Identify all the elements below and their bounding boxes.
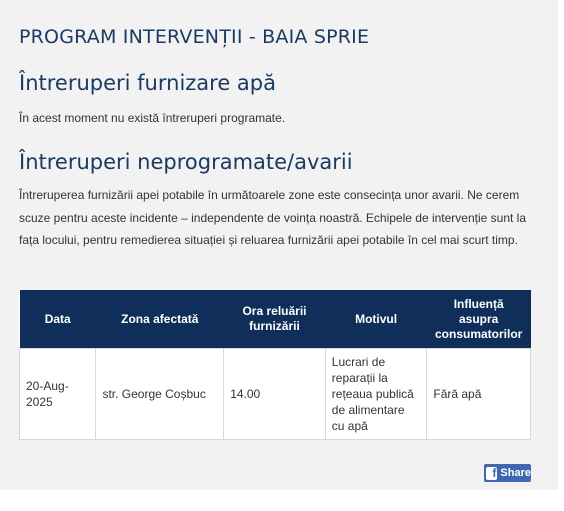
outages-table bbox=[19, 290, 531, 440]
cell-reason: Lucrari de reparații la rețeaua publică de alimentare cu apă bbox=[325, 349, 427, 440]
scheduled-text: În acest moment nu există întreruperi programate. bbox=[19, 111, 286, 125]
unscheduled-text: Întreruperea furnizării apei potabile în următoarele zone este consecința unor avarii. Ne cerem scuze pentru aceste incidente – independente de voința noastră. Echipele de intervenție sunt la fața locului, pentru remedierea situației și reluarea furnizării apei potabile în cel mai scurt timp. bbox=[19, 188, 527, 247]
column-header-resume-time: Ora reluării furnizării bbox=[224, 290, 326, 349]
cell-affected-area: str. George Coșbuc bbox=[96, 349, 224, 440]
table-header-row bbox=[20, 290, 531, 349]
facebook-share-button[interactable] bbox=[484, 464, 531, 482]
scheduled-heading: Întreruperi furnizare apă bbox=[19, 71, 277, 95]
cell-date: 20-Aug-2025 bbox=[20, 349, 96, 440]
page-title: PROGRAM INTERVENȚII - BAIA SPRIE bbox=[19, 26, 370, 48]
share-label: Share bbox=[500, 467, 531, 479]
cell-impact: Fără apă bbox=[427, 349, 531, 440]
column-header-affected-area: Zona afectată bbox=[96, 290, 224, 349]
unscheduled-heading: Întreruperi neprogramate/avarii bbox=[19, 150, 353, 174]
cell-resume-time: 14.00 bbox=[224, 349, 326, 440]
facebook-icon: f bbox=[486, 467, 497, 480]
column-header-date: Data bbox=[20, 290, 96, 349]
table-row bbox=[20, 349, 531, 440]
column-header-impact: Influență asupra consumatorilor bbox=[427, 290, 531, 349]
column-header-reason: Motivul bbox=[325, 290, 427, 349]
